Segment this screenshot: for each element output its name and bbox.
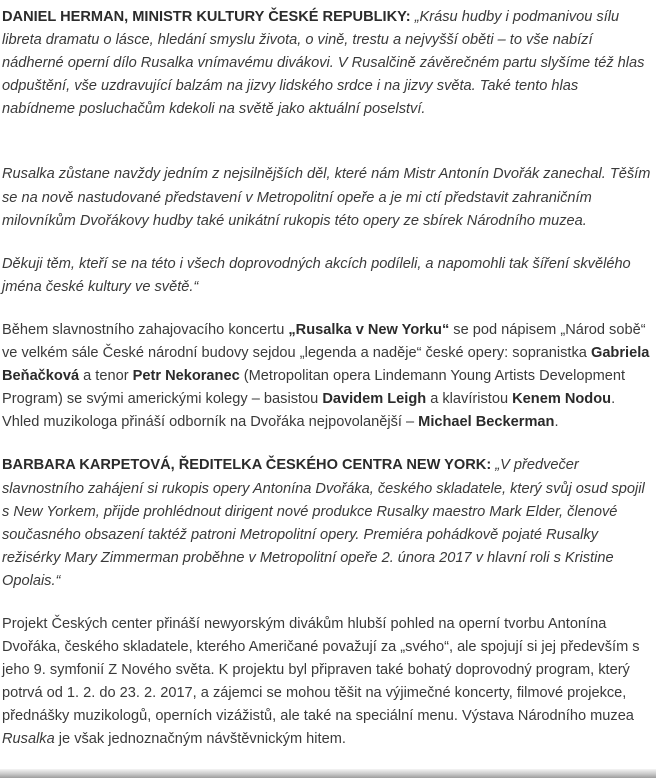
text-run: a tenor [79, 368, 133, 385]
text-run: (Metropolitan opera Lindemann Young Artists Development Program) se svými americkými kolegy – basistou [2, 368, 626, 408]
musicologist-name: Michael Beckerman [418, 414, 555, 431]
director-quote-paragraph [2, 454, 652, 593]
speaker-label: DANIEL HERMAN, MINISTR KULTURY ČESKÉ REPUBLIKY: [2, 9, 411, 25]
quote-text: „Krásu hudby i podmanivou sílu libreta dramatu o lásce, hledání smyslu života, o vině, trestu a nejvyšší oběti – to vše nabízí nádherné operní dílo Rusalka vnímavému divákovi. V Rusalčině závěrečném partu slyšíme též hlas odpuštění, vše uzdravující balzám na jizvy lidského srdce i na jizvy světa. Také tento hlas nabídneme posluchačům kdekoli na světě jako aktuální poselství. [2, 9, 645, 118]
performer-name: Davidem Leigh [322, 391, 427, 408]
performer-name: Petr Nekoranec [132, 368, 240, 385]
minister-quote-continued [2, 163, 652, 232]
concert-paragraph [2, 319, 652, 434]
exhibition-title: Rusalka [2, 731, 55, 748]
text-run: a klavíristou [426, 391, 513, 408]
text-run: Projekt Českých center přináší newyorským divákům hlubší pohled na operní tvorbu Antonína Dvořáka, českého skladatele, kterého Američané považují za „svého“, ale spojují si jej především s jeho 9. symfonií Z Nového světa. K projektu byl připraven také bohatý doprovodný program, který potrvá od 1. 2. do 23. 2. 2017, a zájemci se mohou těšit na výjimečné koncerty, filmové projekce, přednášky muzikologů, operních vizážistů, ale také na speciální menu. Výstava Národního muzea [2, 615, 640, 725]
quote-text: Rusalka zůstane navždy jedním z nejsilnějších děl, které nám Mistr Antonín Dvořák zanechal. Těším se na nově nastudované představení v Metropolitní opeře a je mi ctí představit zahraničním milovníkům Dvořákovy hudby také unikátní rukopis této opery ze sbírek Národního muzea. [2, 166, 651, 229]
text-run: . [554, 414, 559, 431]
text-run: je však jednoznačným návštěvnickým hitem. [54, 731, 346, 748]
article-body [2, 6, 652, 752]
bottom-shadow-divider [0, 769, 656, 778]
text-run: Během slavnostního zahajovacího koncertu [2, 321, 289, 338]
speaker-label: BARBARA KARPETOVÁ, ŘEDITELKA ČESKÉHO CENTRA NEW YORK: [2, 457, 492, 474]
text-run: se pod nápisem „Národ sobě“ ve velkém sále České národní budovy sejdou „legenda a naděje“ české opery: sopranistka [2, 321, 646, 362]
project-paragraph [2, 613, 652, 752]
concert-title: „Rusalka v New Yorku“ [288, 321, 450, 338]
performer-name: Gabriela Beňačková [2, 345, 650, 385]
minister-quote-closing [2, 253, 652, 299]
minister-quote-paragraph [2, 6, 652, 121]
performer-name: Kenem Nodou [512, 391, 612, 408]
quote-text: Děkuji těm, kteří se na této i všech doprovodných akcích podíleli, a napomohli tak šíření skvělého jména české kultury ve světě.“ [2, 255, 631, 295]
quote-text: „V předvečer slavnostního zahájení si rukopis opery Antonína Dvořáka, českého skladatele, který svůj osud spojil s New Yorkem, přijde prohlédnout dirigent nové produkce Rusalky maestro Mark Elder, členové současného obsazení taktéž patroni Metropolitní opery. Premiéra pohádkově pojaté Rusalky režisérky Mary Zimmerman proběhne v Metropolitní opeře 2. února 2017 v hlavní roli s Kristine Opolais.“ [2, 457, 645, 589]
text-run: . Vhled muzikologa přináší odborník na Dvořáka nejpovolanější – [2, 391, 616, 431]
